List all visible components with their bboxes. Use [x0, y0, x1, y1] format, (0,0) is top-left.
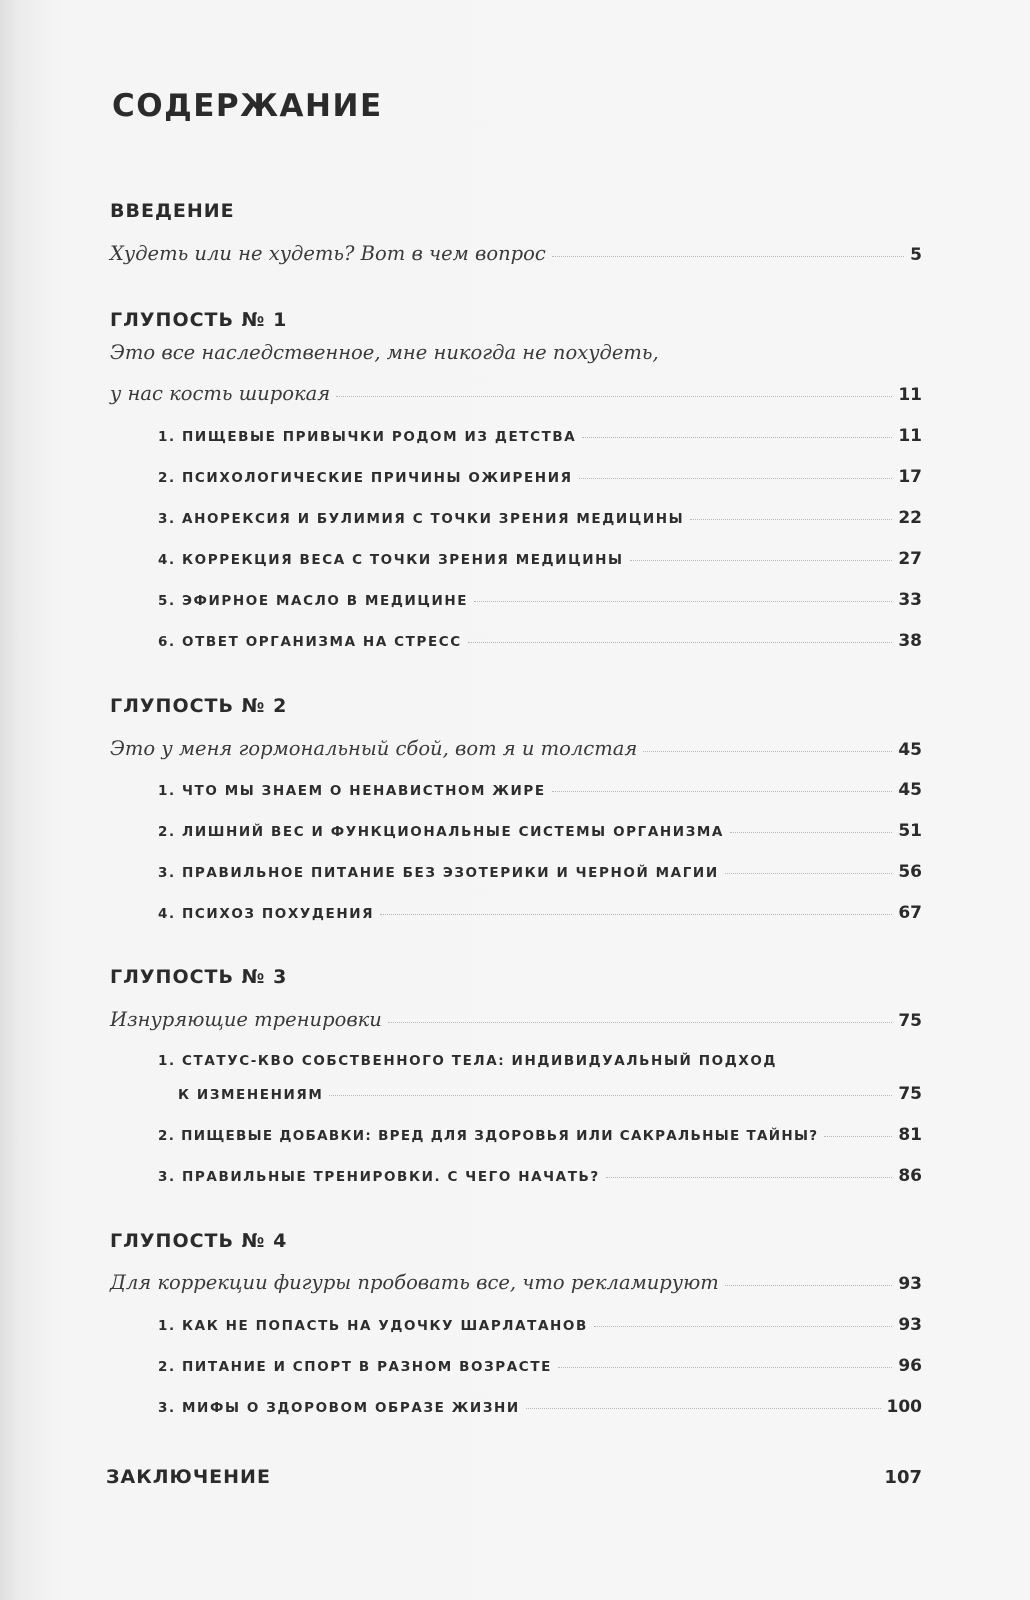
part1-item-4[interactable] — [158, 549, 922, 569]
dot-leader — [725, 873, 893, 874]
part3-item-2[interactable] — [158, 1125, 922, 1145]
part2-entry[interactable] — [110, 737, 922, 760]
item-label: 1. ПИЩЕВЫЕ ПРИВЫЧКИ РОДОМ ИЗ ДЕТСТВА — [158, 429, 577, 445]
intro-heading: ВВЕДЕНИЕ — [110, 200, 235, 222]
dot-leader — [824, 1136, 892, 1137]
dot-leader — [730, 832, 892, 833]
page-number: 11 — [898, 426, 922, 446]
dot-leader — [474, 601, 892, 602]
dot-leader — [690, 519, 892, 520]
conclusion-entry[interactable] — [106, 1466, 922, 1488]
item-label: 2. ЛИШНИЙ ВЕС И ФУНКЦИОНАЛЬНЫЕ СИСТЕМЫ ОРГАНИЗМА — [158, 824, 724, 840]
dot-leader — [526, 1408, 881, 1409]
item-label: 3. АНОРЕКСИЯ И БУЛИМИЯ С ТОЧКИ ЗРЕНИЯ МЕДИЦИНЫ — [158, 511, 685, 527]
page-number: 17 — [898, 467, 922, 487]
page-number: 22 — [898, 508, 922, 528]
part3-entry[interactable] — [110, 1008, 922, 1031]
part2-item-1[interactable] — [158, 780, 922, 800]
page-number: 27 — [898, 549, 922, 569]
part3-item-3[interactable] — [158, 1166, 922, 1186]
part4-entry[interactable] — [110, 1271, 922, 1294]
page-number: 51 — [898, 821, 922, 841]
part2-heading: ГЛУПОСТЬ № 2 — [110, 695, 288, 717]
dot-leader — [630, 560, 893, 561]
page-number: 38 — [898, 631, 922, 651]
page-number: 5 — [910, 245, 922, 265]
dot-leader — [552, 791, 893, 792]
part1-item-5[interactable] — [158, 590, 922, 610]
dot-leader — [582, 437, 892, 438]
conclusion-label: ЗАКЛЮЧЕНИЕ — [106, 1466, 271, 1488]
part1-entry[interactable] — [110, 382, 922, 405]
page-number: 45 — [898, 740, 922, 760]
dot-leader — [388, 1022, 892, 1023]
item-label: 3. МИФЫ О ЗДОРОВОМ ОБРАЗЕ ЖИЗНИ — [158, 1400, 520, 1416]
dot-leader — [594, 1326, 892, 1327]
item-label: 4. ПСИХОЗ ПОХУДЕНИЯ — [158, 906, 375, 922]
item-label: 2. ПИЩЕВЫЕ ДОБАВКИ: ВРЕД ДЛЯ ЗДОРОВЬЯ ИЛИ САКРАЛЬНЫЕ ТАЙНЫ? — [158, 1128, 819, 1144]
page-number: 93 — [898, 1315, 922, 1335]
part4-item-2[interactable] — [158, 1356, 922, 1376]
part1-item-1[interactable] — [158, 426, 922, 446]
dot-leader — [552, 256, 904, 257]
page-number: 67 — [898, 903, 922, 923]
page-number: 56 — [898, 862, 922, 882]
item-label: К ИЗМЕНЕНИЯМ — [178, 1087, 324, 1103]
page-number: 75 — [898, 1011, 922, 1031]
page-number: 75 — [898, 1084, 922, 1104]
dot-leader — [725, 1285, 893, 1286]
item-label: 6. ОТВЕТ ОРГАНИЗМА НА СТРЕСС — [158, 634, 462, 650]
part3-item-1[interactable] — [178, 1084, 922, 1104]
item-label: 1. ЧТО МЫ ЗНАЕМ О НЕНАВИСТНОМ ЖИРЕ — [158, 783, 546, 799]
item-label: 1. КАК НЕ ПОПАСТЬ НА УДОЧКУ ШАРЛАТАНОВ — [158, 1318, 588, 1334]
page-title: СОДЕРЖАНИЕ — [112, 88, 383, 124]
dot-leader — [380, 914, 892, 915]
item-label: 2. ПСИХОЛОГИЧЕСКИЕ ПРИЧИНЫ ОЖИРЕНИЯ — [158, 470, 573, 486]
part1-entry-line1: Это все наследственное, мне никогда не похудеть, — [110, 341, 659, 364]
item-label: 2. ПИТАНИЕ И СПОРТ В РАЗНОМ ВОЗРАСТЕ — [158, 1359, 552, 1375]
intro-entry[interactable] — [110, 242, 922, 265]
part2-item-4[interactable] — [158, 903, 922, 923]
item-label: 4. КОРРЕКЦИЯ ВЕСА С ТОЧКИ ЗРЕНИЯ МЕДИЦИНЫ — [158, 552, 624, 568]
page-number: 100 — [886, 1397, 922, 1417]
part1-item-6[interactable] — [158, 631, 922, 651]
part1-item-2[interactable] — [158, 467, 922, 487]
entry-label: у нас кость широкая — [110, 382, 331, 405]
part2-item-2[interactable] — [158, 821, 922, 841]
dot-leader — [329, 1095, 892, 1096]
part3-item-1-line1: 1. СТАТУС-КВО СОБСТВЕННОГО ТЕЛА: ИНДИВИДУАЛЬНЫЙ ПОДХОД — [158, 1053, 778, 1069]
part4-item-1[interactable] — [158, 1315, 922, 1335]
dot-leader — [336, 396, 892, 397]
dot-leader — [579, 478, 893, 479]
page-number: 33 — [898, 590, 922, 610]
page-number: 93 — [898, 1274, 922, 1294]
part4-item-3[interactable] — [158, 1397, 922, 1417]
dot-leader — [468, 642, 893, 643]
entry-label: Худеть или не худеть? Вот в чем вопрос — [110, 242, 546, 265]
item-label: 5. ЭФИРНОЕ МАСЛО В МЕДИЦИНЕ — [158, 593, 469, 609]
item-label: 3. ПРАВИЛЬНЫЕ ТРЕНИРОВКИ. С ЧЕГО НАЧАТЬ? — [158, 1169, 600, 1185]
page-number: 107 — [884, 1467, 922, 1488]
page-number: 96 — [898, 1356, 922, 1376]
item-label: 3. ПРАВИЛЬНОЕ ПИТАНИЕ БЕЗ ЭЗОТЕРИКИ И ЧЕРНОЙ МАГИИ — [158, 865, 719, 881]
dot-leader — [643, 751, 892, 752]
dot-leader — [558, 1367, 892, 1368]
dot-leader — [606, 1177, 892, 1178]
entry-label: Это у меня гормональный сбой, вот я и толстая — [110, 737, 638, 760]
page-number: 11 — [898, 385, 922, 405]
part4-heading: ГЛУПОСТЬ № 4 — [110, 1230, 288, 1252]
page-number: 86 — [898, 1166, 922, 1186]
part3-heading: ГЛУПОСТЬ № 3 — [110, 966, 288, 988]
entry-label: Для коррекции фигуры пробовать все, что рекламируют — [110, 1271, 719, 1294]
entry-label: Изнуряющие тренировки — [110, 1008, 382, 1031]
part1-item-3[interactable] — [158, 508, 922, 528]
page-number: 81 — [898, 1125, 922, 1145]
part1-heading: ГЛУПОСТЬ № 1 — [110, 309, 288, 331]
page-number: 45 — [898, 780, 922, 800]
part2-item-3[interactable] — [158, 862, 922, 882]
